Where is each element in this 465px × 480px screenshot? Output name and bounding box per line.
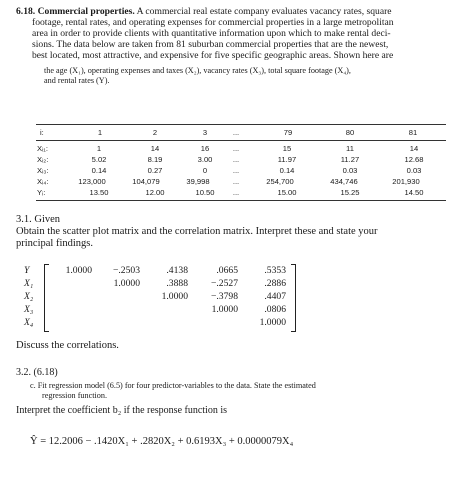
discuss-text: Discuss the correlations. bbox=[16, 340, 119, 351]
mcell-2-2: 1.0000 bbox=[161, 291, 188, 302]
mcell-0-2: .4138 bbox=[166, 265, 188, 276]
cell-0-0: 1 bbox=[96, 144, 102, 153]
mcell-1-3: −.2527 bbox=[211, 278, 238, 289]
mcell-0-0: 1.0000 bbox=[65, 265, 92, 276]
cell-1-3: ... bbox=[232, 155, 240, 164]
mcell-0-4: .5353 bbox=[264, 265, 286, 276]
col-header-0: 1 bbox=[97, 128, 103, 137]
cell-3-0: 123,000 bbox=[78, 177, 106, 186]
cell-1-6: 12.68 bbox=[404, 155, 424, 164]
cell-3-1: 104,079 bbox=[132, 177, 160, 186]
cell-2-2: 0 bbox=[202, 166, 208, 175]
cell-4-4: 15.00 bbox=[277, 188, 297, 197]
problem-number: 6.18. bbox=[16, 6, 36, 17]
cell-1-2: 3.00 bbox=[197, 155, 213, 164]
cell-1-5: 11.27 bbox=[340, 155, 360, 164]
col-header-4: 79 bbox=[283, 128, 293, 137]
response-equation: Ŷ = 12.2006 − .1420X₁ + .2820X₂ + 0.6193X₃ + 0.0000079X₄ bbox=[30, 436, 294, 447]
cell-4-6: 14.50 bbox=[404, 188, 424, 197]
row-label-1: Xᵢ₂: bbox=[37, 155, 49, 164]
mcell-4-4: 1.0000 bbox=[259, 317, 286, 328]
row-label-3: Xᵢ₄: bbox=[37, 177, 49, 186]
cell-2-1: 0.27 bbox=[147, 166, 163, 175]
row-label-4: Yᵢ: bbox=[37, 188, 46, 197]
table-header-label: i: bbox=[40, 128, 44, 137]
col-header-3: ... bbox=[232, 128, 240, 137]
cell-0-1: 14 bbox=[150, 144, 160, 153]
mcell-0-1: −.2503 bbox=[113, 265, 140, 276]
intro-tail-1: and rental rates (Y). bbox=[44, 76, 110, 85]
item-c-line-0: c. Fit regression model (6.5) for four predictor-variables to the data. State the estimated bbox=[30, 381, 316, 390]
cell-4-2: 10.50 bbox=[195, 188, 215, 197]
cell-0-4: 15 bbox=[282, 144, 292, 153]
cell-0-6: 14 bbox=[409, 144, 419, 153]
part1-heading: 3.1. Given bbox=[16, 214, 61, 225]
cell-0-3: ... bbox=[232, 144, 240, 153]
matrix-left-bracket bbox=[44, 264, 49, 332]
cell-3-5: 434,746 bbox=[330, 177, 358, 186]
intro-line-4: best located, most attractive, and expensive for five specific geographic areas. Shown here are bbox=[32, 50, 394, 61]
mcell-1-2: .3888 bbox=[166, 278, 188, 289]
mcell-3-4: .0806 bbox=[264, 304, 286, 315]
col-header-6: 81 bbox=[408, 128, 418, 137]
matrix-right-bracket bbox=[291, 264, 296, 332]
part1-text-1: principal findings. bbox=[16, 238, 93, 249]
cell-2-4: 0.14 bbox=[279, 166, 295, 175]
cell-0-5: 11 bbox=[346, 144, 354, 153]
mcell-2-3: −.3798 bbox=[211, 291, 238, 302]
intro-text-0: A commercial real estate company evaluates vacancy rates, square bbox=[136, 6, 392, 17]
mcell-2-4: .4407 bbox=[264, 291, 286, 302]
cell-2-0: 0.14 bbox=[91, 166, 107, 175]
intro-line-2: area in order to provide clients with quantitative information upon which to make rental deci- bbox=[32, 28, 391, 39]
part1-text-0: Obtain the scatter plot matrix and the correlation matrix. Interpret these and state your bbox=[16, 226, 378, 237]
mcell-1-4: .2886 bbox=[264, 278, 286, 289]
col-header-5: 80 bbox=[345, 128, 355, 137]
cell-3-6: 201,930 bbox=[392, 177, 420, 186]
cell-2-5: 0.03 bbox=[342, 166, 358, 175]
row-label-0: Xᵢ₁: bbox=[37, 144, 48, 153]
part2-heading: 3.2. (6.18) bbox=[16, 367, 58, 378]
cell-2-6: 0.03 bbox=[406, 166, 422, 175]
item-c-line-1: regression function. bbox=[42, 391, 108, 400]
mcell-0-3: .0665 bbox=[216, 265, 238, 276]
intro-tail-0: the age (X₁), operating expenses and taxes (X₂), vacancy rates (X₃), total square footage (X₄), bbox=[44, 66, 351, 75]
matrix-row-label-4: X₄ bbox=[24, 317, 34, 328]
col-header-1: 2 bbox=[152, 128, 158, 137]
mcell-1-1: 1.0000 bbox=[113, 278, 140, 289]
matrix-row-label-3: X₃ bbox=[24, 304, 34, 315]
cell-4-0: 13.50 bbox=[89, 188, 109, 197]
part2-item-c bbox=[30, 381, 316, 401]
col-header-2: 3 bbox=[202, 128, 208, 137]
cell-3-3: ... bbox=[232, 177, 240, 186]
matrix-row-label-2: X₂ bbox=[24, 291, 34, 302]
intro-line-3: sions. The data below are taken from 81 suburban commercial properties that are the newest, bbox=[32, 39, 389, 50]
cell-3-2: 39,998 bbox=[186, 177, 210, 186]
matrix-row-label-0: Y bbox=[24, 265, 30, 276]
cell-1-0: 5.02 bbox=[91, 155, 107, 164]
intro-line-1: footage, rental rates, and operating expenses for commercial properties in a large metropolitan bbox=[32, 17, 394, 28]
cell-2-3: ... bbox=[232, 166, 240, 175]
problem-title: Commercial properties. bbox=[37, 6, 135, 17]
cell-4-1: 12.00 bbox=[145, 188, 165, 197]
cell-1-4: 11.97 bbox=[277, 155, 297, 164]
cell-4-5: 15.25 bbox=[340, 188, 360, 197]
cell-3-4: 254,700 bbox=[266, 177, 294, 186]
cell-1-1: 8.19 bbox=[147, 155, 163, 164]
cell-4-3: ... bbox=[232, 188, 240, 197]
mcell-3-3: 1.0000 bbox=[211, 304, 238, 315]
interpret-text: Interpret the coefficient b₂ if the response function is bbox=[16, 405, 228, 416]
row-label-2: Xᵢ₃: bbox=[37, 166, 49, 175]
matrix-row-label-1: X₁ bbox=[24, 278, 34, 289]
cell-0-2: 16 bbox=[200, 144, 210, 153]
